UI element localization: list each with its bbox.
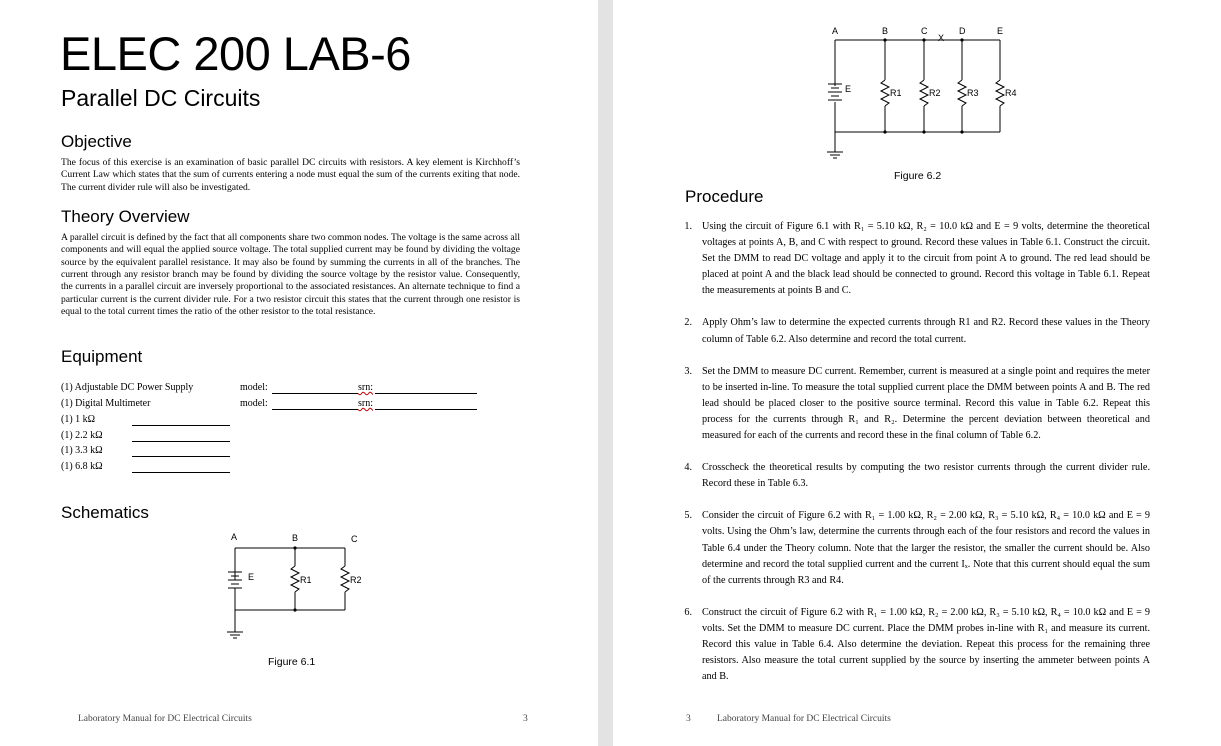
figure-6-1-schematic <box>220 528 380 648</box>
resistor-label-r2: R2 <box>350 575 362 585</box>
procedure-step <box>685 219 1150 299</box>
equipment-row <box>61 398 501 413</box>
node-label-c: C <box>351 534 358 544</box>
schematics-heading: Schematics <box>61 503 149 522</box>
figure-6-2-schematic <box>813 22 1023 162</box>
equipment-item: (1) 1 kΩ <box>61 414 96 425</box>
procedure-step <box>685 508 1150 588</box>
model-line <box>272 393 358 394</box>
step-text: Set the DMM to measure DC current. Remember, current is measured at a single point and requires the meter to be inserted in-line. To measure the total supplied current place the DMM between points A and B. The red lead should be placed closer to the positive source terminal. Record this value in Table 6.2. Repeat this process for the currents through R₁ and R₂. Determine the percent deviation between theoretical and measured for each of the currents and record these in the final column of Table 6.2. <box>702 365 1150 442</box>
right-page <box>613 0 1221 746</box>
node-label-a: A <box>832 26 839 36</box>
objective-heading: Objective <box>61 132 132 151</box>
step-number: 6. <box>684 606 692 618</box>
footer-text: Laboratory Manual for DC Electrical Circuits <box>78 714 252 724</box>
serial-label: srn: <box>358 382 373 393</box>
procedure-heading: Procedure <box>685 187 764 206</box>
value-line <box>132 425 230 426</box>
resistor-label-r2: R2 <box>929 88 941 98</box>
model-label: model: <box>240 382 268 393</box>
objective-text: The focus of this exercise is an examination of basic parallel DC circuits with resistors. A key element is Kirchhoff’s Current Law which states that the sum of currents entering a node must equal the sum of the currents exiting that node. The current divider rule will also be investigated. <box>61 157 520 193</box>
step-number: 1. <box>684 221 692 232</box>
node-label-b: B <box>292 533 299 543</box>
page-number: 3 <box>686 714 691 724</box>
lab-subtitle: Parallel DC Circuits <box>61 85 261 111</box>
footer-text: Laboratory Manual for DC Electrical Circuits <box>717 714 891 724</box>
equipment-item: (1) 2.2 kΩ <box>61 430 103 441</box>
equipment-item: (1) Adjustable DC Power Supply <box>61 382 194 393</box>
break-label-x: X <box>938 33 945 43</box>
equipment-row <box>61 382 501 397</box>
equipment-row <box>61 445 501 460</box>
source-label-e: E <box>248 572 255 582</box>
equipment-row <box>61 414 501 429</box>
step-text: Crosscheck the theoretical results by computing the two resistor currents through the current divider rule. Record these in Table 6.3. <box>702 462 1150 490</box>
serial-line <box>375 409 477 410</box>
value-line <box>132 472 230 473</box>
model-line <box>272 409 358 410</box>
step-text: Apply Ohm’s law to determine the expected currents through R1 and R2. Record these values in the Theory column of Table 6.2. Also determine and record the total current. <box>702 317 1150 345</box>
serial-line <box>375 393 477 394</box>
resistor-label-r4: R4 <box>1005 88 1017 98</box>
step-number: 3. <box>684 365 692 377</box>
step-text: Construct the circuit of Figure 6.2 with R₁ = 1.00 kΩ, R₂ = 2.00 kΩ, R₃ = 5.10 kΩ, R₄ = 10.0 kΩ and E = 9 volts. Set the DMM to measure DC current. Place the DMM probes in-line with R₁ and measure its current. Record this value in Table 6.4. Also determine the deviation. Repeat this process for the remaining three resistors. Also measure the total current supplied by the source by inserting the ammeter between points A and B. <box>702 606 1150 683</box>
page-number: 3 <box>523 714 528 724</box>
lab-title: ELEC 200 LAB-6 <box>60 27 411 80</box>
equipment-item: (1) 3.3 kΩ <box>61 445 103 456</box>
node-label-c: C <box>921 26 928 36</box>
step-number: 4. <box>684 462 692 474</box>
serial-label: srn: <box>358 398 373 409</box>
node-label-b: B <box>882 26 889 36</box>
step-text: Consider the circuit of Figure 6.2 with R₁ = 1.00 kΩ, R₂ = 2.00 kΩ, R₃ = 5.10 kΩ, R₄ = 10.0 kΩ and E = 9 volts. Using the Ohm’s law, determine the currents through each of the four resistors and record the values in Table 6.4 under the Theory column. Note that the larger the resistor, the smaller the current should be. Also determine and record the total supplied current and the current Iₓ. Note that this current should equal the sum of the currents through R3 and R4. <box>702 510 1150 586</box>
model-label: model: <box>240 398 268 409</box>
figure-6-1-caption: Figure 6.1 <box>268 656 316 668</box>
theory-text: A parallel circuit is defined by the fact that all components share two common nodes. The voltage is the same across all components and will equal the applied source voltage. The total supplied current may be found by dividing the voltage source by the equivalent parallel resistance. It may also be found by summing the currents in all of the branches. The current through any resistor branch may be found by dividing the source voltage by the resistor value. Consequently, the currents in a parallel circuit are inversely proportional to the associated resistances. An alternate technique to find a particular current is the current divider rule. For a two resistor circuit this states that the current through one resistor is equal to the total current times the ratio of the other resistor to the total resistance. <box>61 232 520 318</box>
theory-heading: Theory Overview <box>61 207 190 226</box>
equipment-row <box>61 430 501 445</box>
node-label-a: A <box>231 532 238 542</box>
step-number: 5. <box>684 510 692 522</box>
procedure-step <box>685 315 1150 347</box>
resistor-label-r3: R3 <box>967 88 979 98</box>
node-label-d: D <box>959 26 966 36</box>
resistor-label-r1: R1 <box>890 88 902 98</box>
figure-6-2-caption: Figure 6.2 <box>894 170 942 182</box>
source-label-e: E <box>845 84 852 94</box>
equipment-item: (1) Digital Multimeter <box>61 398 151 409</box>
left-page <box>0 0 598 746</box>
procedure-step <box>685 364 1150 444</box>
equipment-heading: Equipment <box>61 347 143 366</box>
value-line <box>132 441 230 442</box>
equipment-row <box>61 461 501 476</box>
resistor-label-r1: R1 <box>300 575 312 585</box>
step-number: 2. <box>684 317 692 329</box>
procedure-steps <box>685 219 1150 701</box>
step-text: Using the circuit of Figure 6.1 with R₁ = 5.10 kΩ, R₂ = 10.0 kΩ and E = 9 volts, determine the theoretical voltages at points A, B, and C with respect to ground. Record these values in Table 6.1. Construct the circuit. Set the DMM to read DC voltage and apply it to the circuit from point A to ground. The red lead should be placed at point A and the black lead should be connected to ground. Record this voltage in Table 6.1. Repeat the measurements at points B and C. <box>702 221 1150 297</box>
procedure-step <box>685 605 1150 685</box>
node-label-e: E <box>997 26 1004 36</box>
equipment-item: (1) 6.8 kΩ <box>61 461 103 472</box>
value-line <box>132 456 230 457</box>
procedure-step <box>685 460 1150 492</box>
